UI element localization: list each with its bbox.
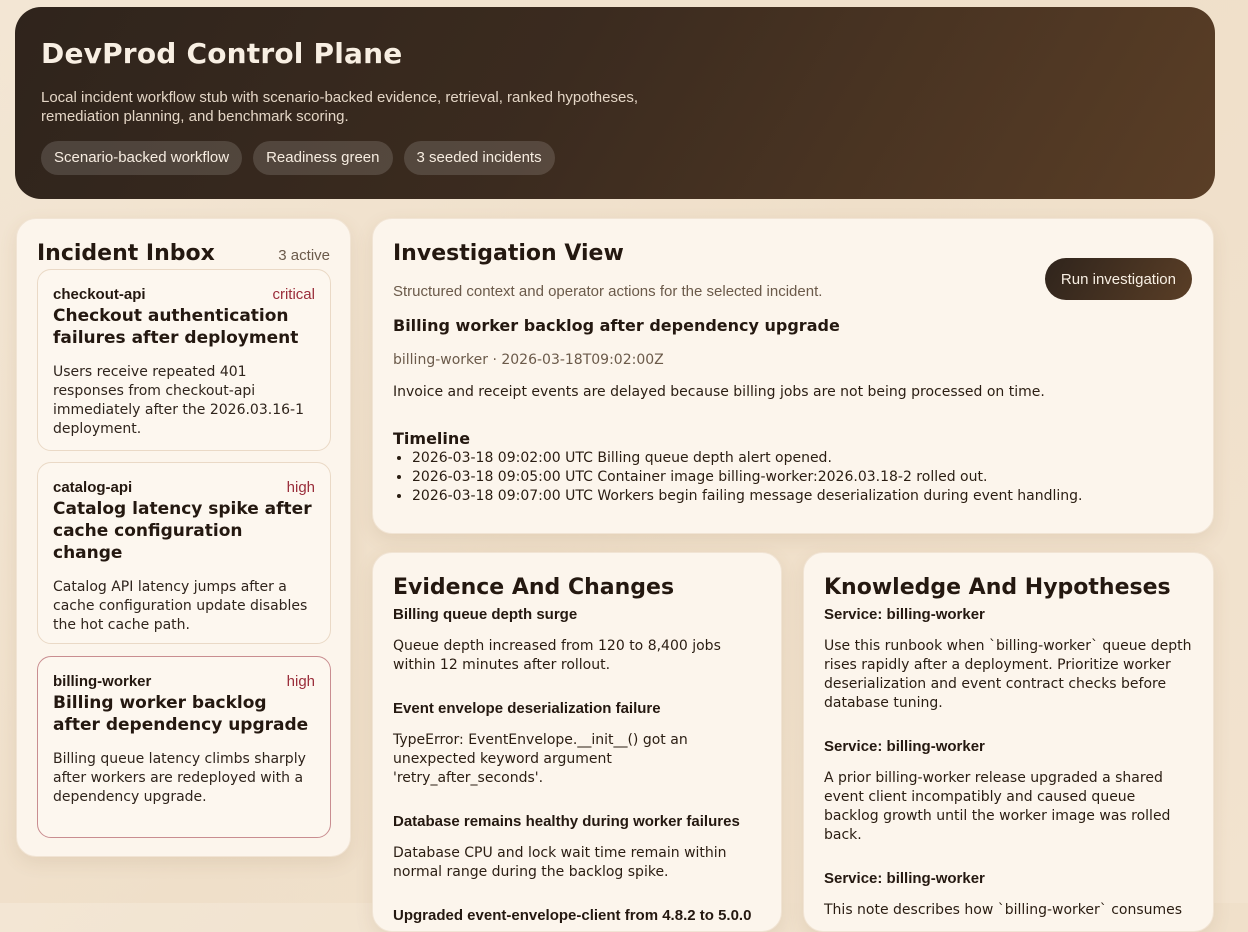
knowledge-item-title: Service: billing-worker xyxy=(824,738,985,755)
severity-badge: high xyxy=(286,479,315,496)
evidence-item xyxy=(393,907,761,924)
evidence-item-title: Billing queue depth surge xyxy=(393,606,578,623)
incident-inbox xyxy=(16,218,351,857)
incident-title: Checkout authentication failures after deployment xyxy=(53,306,299,348)
incident-card-billing[interactable] xyxy=(37,656,331,838)
knowledge-title: Knowledge And Hypotheses xyxy=(824,575,1171,600)
severity-badge: high xyxy=(286,673,315,690)
incident-summary: Users receive repeated 401 responses from checkout-api immediately after the 2026.03.16-1 deployment. xyxy=(53,364,304,437)
investigation-title: Investigation View xyxy=(393,241,624,266)
knowledge-item-title: Service: billing-worker xyxy=(824,870,985,887)
evidence-item-title: Upgraded event-envelope-client from 4.8.2 to 5.0.0 xyxy=(393,907,752,924)
evidence-item xyxy=(393,700,761,788)
knowledge-item-body: A prior billing-worker release upgraded a shared event client incompatibly and caused queue backlog growth until the worker image was rolled back. xyxy=(824,770,1171,843)
status-chips xyxy=(41,141,1189,175)
evidence-item xyxy=(393,606,761,675)
knowledge-item-body: Use this runbook when `billing-worker` queue depth rises rapidly after a deployment. Prioritize worker deserialization and event contract checks before database tuning. xyxy=(824,638,1192,711)
timeline-heading: Timeline xyxy=(393,429,471,448)
knowledge-item-body: This note describes how `billing-worker` consumes xyxy=(824,902,1183,918)
evidence-item-title: Database remains healthy during worker failures xyxy=(393,813,740,830)
selected-incident-meta: billing-worker · 2026-03-18T09:02:00Z xyxy=(393,352,664,368)
incident-card-catalog[interactable] xyxy=(37,462,331,644)
knowledge-item xyxy=(824,738,1193,845)
evidence-item xyxy=(393,813,761,882)
chip-incidents: 3 seeded incidents xyxy=(404,141,555,175)
incident-service: checkout-api xyxy=(53,286,146,303)
knowledge-item xyxy=(824,870,1193,920)
evidence-item-body: Database CPU and lock wait time remain within normal range during the backlog spike. xyxy=(393,845,727,880)
timeline-item: • 2026-03-18 09:07:00 UTC Workers begin failing message deserialization during event handling. xyxy=(412,487,1193,506)
app-subtitle: Local incident workflow stub with scenario-backed evidence, retrieval, ranked hypotheses, remediation planning, and benchmark scoring. xyxy=(41,89,638,125)
selected-incident-title: Billing worker backlog after dependency upgrade xyxy=(393,316,840,335)
incident-title: Catalog latency spike after cache configuration change xyxy=(53,499,312,563)
app-title: DevProd Control Plane xyxy=(41,37,403,70)
knowledge-item xyxy=(824,606,1193,713)
incident-summary: Catalog API latency jumps after a cache configuration update disables the hot cache path. xyxy=(53,579,308,633)
timeline-item: • 2026-03-18 09:05:00 UTC Container image billing-worker:2026.03.18-2 rolled out. xyxy=(412,468,1193,487)
incident-summary: Billing queue latency climbs sharply after workers are redeployed with a dependency upgrade. xyxy=(53,751,306,805)
timeline-item: • 2026-03-18 09:02:00 UTC Billing queue depth alert opened. xyxy=(412,449,1193,468)
chip-workflow: Scenario-backed workflow xyxy=(41,141,242,175)
incident-title: Billing worker backlog after dependency upgrade xyxy=(53,693,309,735)
hero-banner xyxy=(15,7,1215,199)
severity-badge: critical xyxy=(272,286,315,303)
incident-service: catalog-api xyxy=(53,479,133,496)
selected-incident-summary: Invoice and receipt events are delayed because billing jobs are not being processed on time. xyxy=(393,384,1045,400)
evidence-item-body: Queue depth increased from 120 to 8,400 jobs within 12 minutes after rollout. xyxy=(393,638,721,673)
run-investigation-button[interactable]: Run investigation xyxy=(1045,258,1192,300)
incident-service: billing-worker xyxy=(53,673,152,690)
knowledge-panel xyxy=(803,552,1214,932)
inbox-title: Incident Inbox xyxy=(37,241,215,266)
evidence-title: Evidence And Changes xyxy=(393,575,675,600)
inbox-count: 3 active xyxy=(278,247,330,264)
chip-readiness: Readiness green xyxy=(253,141,392,175)
investigation-subtitle: Structured context and operator actions for the selected incident. xyxy=(393,283,823,300)
evidence-item-title: Event envelope deserialization failure xyxy=(393,700,661,717)
knowledge-item-title: Service: billing-worker xyxy=(824,606,985,623)
incident-card-checkout[interactable] xyxy=(37,269,331,451)
investigation-view xyxy=(372,218,1214,534)
evidence-item-body: TypeError: EventEnvelope.__init__() got an unexpected keyword argument 'retry_after_seconds'. xyxy=(393,732,688,786)
evidence-panel xyxy=(372,552,782,932)
timeline-list xyxy=(393,449,1193,506)
